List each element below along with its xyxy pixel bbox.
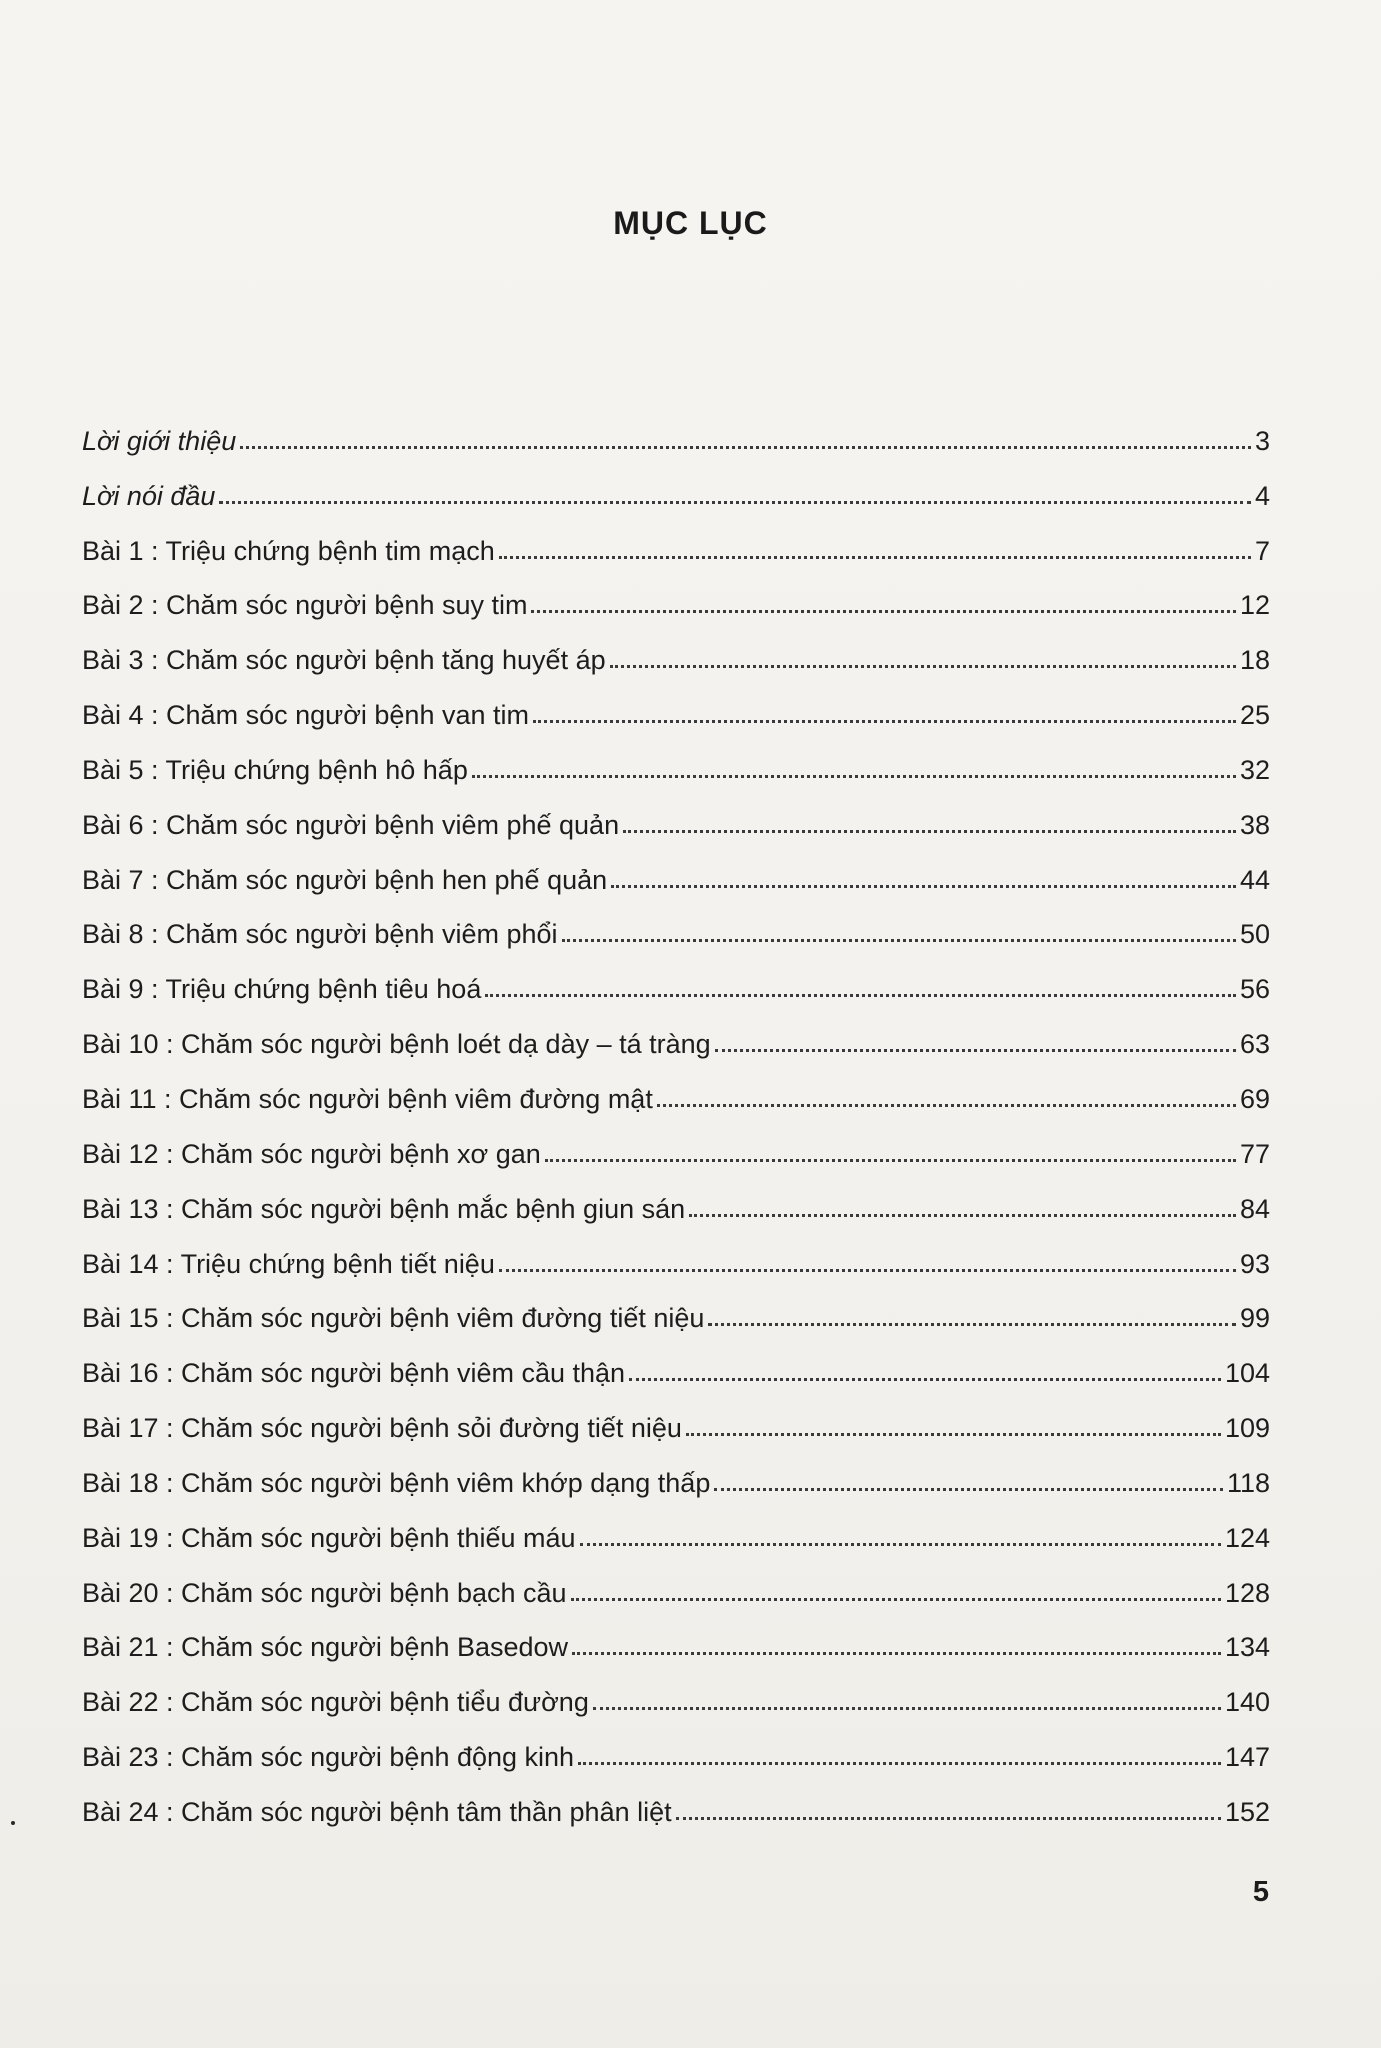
toc-entry-label: Bài 6 : Chăm sóc người bệnh viêm phế quản — [82, 809, 620, 840]
toc-entry — [82, 1507, 1270, 1562]
toc-entry — [82, 684, 1270, 739]
toc-entry-label: Bài 3 : Chăm sóc người bệnh tăng huyết áp — [82, 645, 606, 676]
toc-entry — [82, 410, 1270, 465]
toc-leader-dots — [708, 1323, 1236, 1326]
toc-entry-label: Bài 12 : Chăm sóc người bệnh xơ gan — [82, 1138, 541, 1169]
toc-entry-label: Bài 5 : Triệu chứng bệnh hô hấp — [82, 754, 468, 785]
toc-entry-page: 50 — [1239, 919, 1270, 950]
toc-leader-dots — [219, 501, 1251, 504]
toc-entry-label: Bài 9 : Triệu chứng bệnh tiêu hoá — [82, 974, 482, 1005]
toc-entry-label: Lời giới thiệu — [82, 425, 237, 456]
toc-entry — [82, 904, 1270, 959]
toc-entry-page: 77 — [1239, 1138, 1270, 1169]
toc-entry — [82, 1288, 1270, 1343]
toc-entry — [82, 1068, 1270, 1123]
toc-entry-label: Bài 21 : Chăm sóc người bệnh Basedow — [82, 1632, 569, 1663]
toc-entry-label: Bài 11 : Chăm sóc người bệnh viêm đường mật — [82, 1083, 653, 1114]
toc-entry-page: 18 — [1239, 645, 1270, 676]
toc-entry-label: Bài 4 : Chăm sóc người bệnh van tim — [82, 700, 529, 731]
toc-entry-label: Bài 7 : Chăm sóc người bệnh hen phế quản — [82, 864, 608, 895]
toc-entry-page: 25 — [1239, 700, 1270, 731]
toc-entry — [82, 1233, 1270, 1288]
toc-entry-page: 56 — [1239, 974, 1270, 1005]
toc-entry-label: Bài 2 : Chăm sóc người bệnh suy tim — [82, 590, 528, 621]
toc-leader-dots — [531, 610, 1235, 613]
toc-entry-label: Bài 1 : Triệu chứng bệnh tim mạch — [82, 535, 495, 566]
toc-entry-page: 32 — [1239, 754, 1270, 785]
toc-entry-page: 128 — [1224, 1577, 1270, 1608]
toc-entry-page: 4 — [1254, 480, 1270, 511]
toc-entry-label: Bài 22 : Chăm sóc người bệnh tiểu đường — [82, 1687, 589, 1718]
toc-entry-page: 134 — [1224, 1632, 1270, 1663]
toc-leader-dots — [686, 1433, 1221, 1436]
toc-entry-page: 147 — [1224, 1742, 1270, 1773]
toc-entry-page: 104 — [1224, 1358, 1270, 1389]
toc-entry-label: Bài 16 : Chăm sóc người bệnh viêm cầu thận — [82, 1358, 626, 1389]
toc-entry-label: Bài 14 : Triệu chứng bệnh tiết niệu — [82, 1248, 495, 1279]
toc-leader-dots — [240, 446, 1251, 449]
toc-entry — [82, 849, 1270, 904]
toc-entry-page: 109 — [1224, 1413, 1270, 1444]
toc-leader-dots — [714, 1488, 1223, 1491]
toc-leader-dots — [610, 665, 1236, 668]
toc-entry-label: Bài 10 : Chăm sóc người bệnh loét dạ dày – tá tràng — [82, 1029, 711, 1060]
toc-leader-dots — [533, 720, 1236, 723]
toc-entry-page: 7 — [1254, 535, 1270, 566]
toc-entry — [82, 739, 1270, 794]
toc-entry-page: 124 — [1224, 1522, 1270, 1553]
toc-entry-label: Bài 15 : Chăm sóc người bệnh viêm đường tiết niệu — [82, 1303, 705, 1334]
page-number: 5 — [1252, 1876, 1269, 1908]
toc-entry-page: 12 — [1239, 590, 1270, 621]
toc-leader-dots — [623, 830, 1236, 833]
toc-entry-label: Bài 13 : Chăm sóc người bệnh mắc bệnh giun sán — [82, 1193, 686, 1224]
toc-leader-dots — [562, 939, 1236, 942]
toc-entry-page: 140 — [1224, 1687, 1270, 1718]
page-title: MỤC LỤC — [613, 205, 768, 241]
toc-leader-dots — [578, 1762, 1221, 1765]
toc-entry-label: Bài 17 : Chăm sóc người bệnh sỏi đường tiết niệu — [82, 1413, 682, 1444]
toc-entry — [82, 1397, 1270, 1452]
toc-entry — [82, 1726, 1270, 1781]
toc-entry — [82, 1178, 1270, 1233]
toc-leader-dots — [499, 1269, 1236, 1272]
toc-leader-dots — [611, 885, 1236, 888]
toc-entry-page: 152 — [1224, 1796, 1270, 1827]
table-of-contents — [82, 410, 1270, 1836]
toc-entry-label: Bài 23 : Chăm sóc người bệnh động kinh — [82, 1742, 575, 1773]
toc-leader-dots — [571, 1598, 1221, 1601]
toc-entry — [82, 1781, 1270, 1836]
toc-entry — [82, 520, 1270, 575]
toc-entry — [82, 629, 1270, 684]
toc-entry — [82, 1342, 1270, 1397]
toc-entry-page: 3 — [1254, 425, 1270, 456]
dust-speck — [11, 1821, 15, 1825]
toc-leader-dots — [715, 1049, 1236, 1052]
toc-leader-dots — [629, 1378, 1221, 1381]
toc-entry-page: 93 — [1239, 1248, 1270, 1279]
toc-entry-page: 99 — [1239, 1303, 1270, 1334]
toc-entry — [82, 1671, 1270, 1726]
toc-leader-dots — [545, 1159, 1236, 1162]
toc-leader-dots — [472, 775, 1236, 778]
toc-entry-label: Bài 20 : Chăm sóc người bệnh bạch cầu — [82, 1577, 567, 1608]
toc-entry — [82, 1123, 1270, 1178]
toc-entry — [82, 958, 1270, 1013]
toc-entry-page: 38 — [1239, 809, 1270, 840]
toc-entry — [82, 1452, 1270, 1507]
toc-entry-page: 84 — [1239, 1193, 1270, 1224]
toc-entry — [82, 1617, 1270, 1672]
toc-entry-label: Bài 8 : Chăm sóc người bệnh viêm phổi — [82, 919, 558, 950]
toc-entry-label: Bài 19 : Chăm sóc người bệnh thiếu máu — [82, 1522, 576, 1553]
toc-entry-page: 44 — [1239, 864, 1270, 895]
toc-leader-dots — [572, 1652, 1221, 1655]
toc-leader-dots — [657, 1104, 1236, 1107]
toc-entry-label: Bài 18 : Chăm sóc người bệnh viêm khớp dạng thấp — [82, 1467, 711, 1498]
toc-leader-dots — [676, 1817, 1221, 1820]
toc-entry — [82, 1013, 1270, 1068]
toc-leader-dots — [499, 556, 1251, 559]
toc-entry — [82, 465, 1270, 520]
toc-leader-dots — [580, 1543, 1221, 1546]
toc-entry — [82, 575, 1270, 630]
toc-entry-page: 69 — [1239, 1083, 1270, 1114]
toc-leader-dots — [485, 994, 1236, 997]
toc-leader-dots — [593, 1707, 1221, 1710]
toc-entry-label: Lời nói đầu — [82, 480, 216, 511]
toc-leader-dots — [689, 1214, 1236, 1217]
toc-entry-page: 118 — [1226, 1467, 1270, 1498]
toc-entry-page: 63 — [1239, 1029, 1270, 1060]
toc-entry — [82, 794, 1270, 849]
toc-entry — [82, 1562, 1270, 1617]
toc-entry-label: Bài 24 : Chăm sóc người bệnh tâm thần phân liệt — [82, 1796, 672, 1827]
